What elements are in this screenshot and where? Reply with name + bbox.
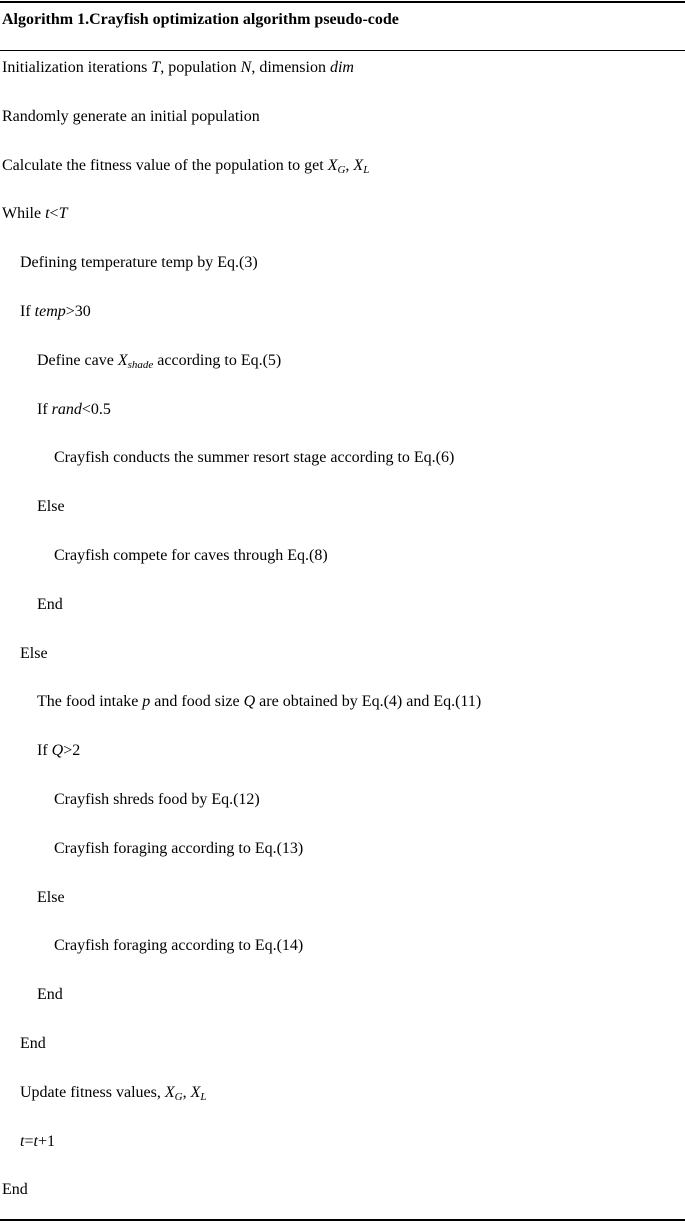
subscript: L [200,1091,207,1103]
math-variable: rand [51,401,82,418]
code-text: >30 [65,303,91,320]
subscript: G [174,1091,183,1103]
bottom-rule [0,1219,685,1221]
code-line [20,644,48,664]
subscript: L [363,164,370,176]
code-text: +1 [37,1133,55,1150]
math-variable: dim [329,59,354,76]
subscript: G [337,164,346,176]
code-text: <0.5 [81,401,111,418]
code-line [37,741,80,761]
code-line [37,351,281,371]
code-line [54,839,303,859]
code-text: Define cave [37,352,118,369]
code-line [37,400,111,420]
code-text: If [20,303,35,320]
code-text: >2 [63,742,81,759]
code-text: Else [37,889,65,906]
code-text: Crayfish compete for caves through Eq.(8) [54,547,328,564]
code-text: Defining temperature temp by Eq.(3) [20,254,258,271]
code-text: Initialization iterations [2,59,152,76]
code-line [2,1180,28,1200]
math-variable: t [45,205,50,222]
code-line [37,595,63,615]
math-variable: p [142,693,151,710]
code-text: Crayfish foraging according to Eq.(14) [54,937,304,954]
code-line [20,302,91,322]
code-line [37,692,481,712]
code-text: Crayfish shreds food by Eq.(12) [54,791,260,808]
math-variable: temp [34,303,66,320]
code-text: The food intake [37,693,143,710]
code-line [54,448,454,468]
subscript: shade [127,359,154,371]
math-variable: X [117,352,128,369]
code-line [37,888,65,908]
code-line [54,546,328,566]
math-variable: X [353,157,364,174]
math-variable: T [151,59,161,76]
code-line [37,497,65,517]
code-text: = [24,1133,34,1150]
code-line [20,1034,46,1054]
code-text: End [2,1181,28,1198]
code-text: are obtained by Eq.(4) and Eq.(11) [255,693,482,710]
code-line [2,204,67,224]
code-text: according to Eq.(5) [153,352,282,369]
code-text: End [37,596,63,613]
code-line [20,1083,207,1103]
math-variable: Q [51,742,64,759]
math-variable: T [58,205,68,222]
code-line [54,790,260,810]
code-line [2,107,260,127]
top-rule [0,1,685,3]
code-text: Else [20,645,48,662]
code-text: Calculate the fitness value of the population to get [2,157,328,174]
math-variable: X [327,157,338,174]
math-variable: X [190,1084,201,1101]
code-line [37,985,63,1005]
code-text: and food size [150,693,244,710]
code-text: If [37,401,52,418]
code-line [2,156,369,176]
code-text: , dimension [251,59,330,76]
code-text: Crayfish foraging according to Eq.(13) [54,840,304,857]
code-text: Else [37,498,65,515]
code-text: , [345,157,354,174]
algorithm-title: Algorithm 1.Crayfish optimization algorithm pseudo-code [2,11,399,28]
code-text: < [49,205,59,222]
code-text: End [37,986,63,1003]
math-variable: X [164,1084,175,1101]
math-variable: N [240,59,252,76]
code-line [54,936,303,956]
code-text: Update fitness values, [20,1084,165,1101]
code-text: Randomly generate an initial population [2,108,260,125]
code-line [20,1132,55,1152]
code-text: End [20,1035,46,1052]
header-rule [0,50,685,51]
code-text: If [37,742,52,759]
code-line [2,58,354,78]
code-text: Crayfish conducts the summer resort stage according to Eq.(6) [54,449,455,466]
math-variable: t [20,1133,25,1150]
code-line [20,253,258,273]
math-variable: Q [243,693,256,710]
math-variable: t [33,1133,38,1150]
code-text: While [2,205,46,222]
code-text: , [182,1084,191,1101]
code-text: , population [160,59,241,76]
